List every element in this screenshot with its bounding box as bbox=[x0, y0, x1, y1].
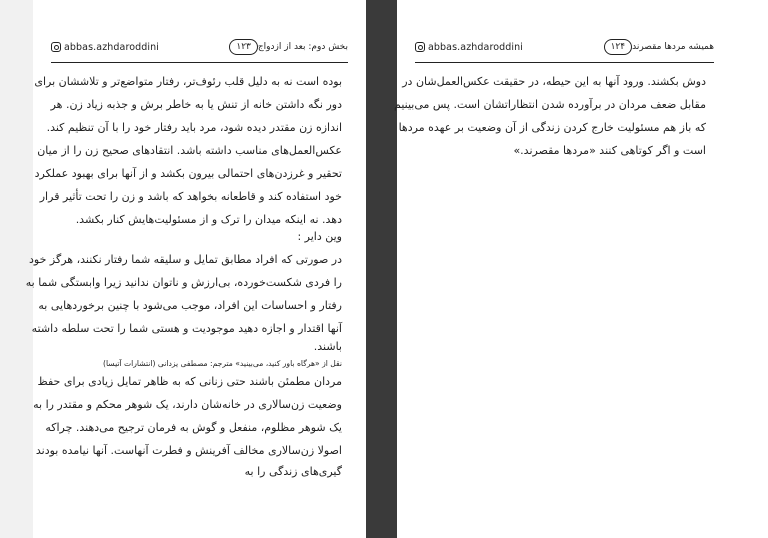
text-line: دوش بکشند. ورود آنها به این حیطه، در حقیقت عکس‌العمل‌شان در bbox=[402, 75, 706, 88]
text-line: اصولا زن‌سالاری مخالف آفرینش و فطرت آنهاست. آنها نیامده بودند bbox=[35, 444, 342, 457]
text-line: تحقیر و غرزدن‌های احتمالی بیرون بکشد و از آنها برای بهبود عملکرد bbox=[34, 167, 342, 180]
text-line: اندازه زن مقتدر دیده شود، مرد باید رفتار خود را با آن تنظیم کند. bbox=[46, 121, 342, 134]
quote-line: در صورتی که افراد مطابق تمایل و سلیقه شما رفتار نکنند، هرگز خود bbox=[29, 253, 342, 266]
instagram-icon bbox=[415, 42, 425, 52]
text-line: که باز هم مسئولیت خارج کردن زندگی از آن وضعیت بر عهده مردها bbox=[398, 121, 706, 134]
chapter-title: بخش دوم: بعد از ازدواج bbox=[257, 42, 348, 52]
header-right bbox=[217, 39, 348, 55]
quote-author: وین دایر : bbox=[297, 230, 342, 243]
text-line: دهد. نه اینکه میدان را ترک و از مسئولیت‌هایش کنار بکشد. bbox=[75, 213, 342, 226]
handle-text: abbas.azhdaroddini bbox=[64, 41, 160, 53]
quote-line: آنها اقتدار و اجازه دهید موجودیت و هستی شما را تحت سلطه داشته bbox=[31, 322, 342, 335]
text-line: مقابل ضعف مردان در برآورده شدن انتظاراتشان است. پس می‌بینیم bbox=[394, 98, 706, 111]
page-number: ۱۲۴ bbox=[604, 39, 633, 55]
text-line: گیری‌های زندگی را به bbox=[244, 465, 342, 478]
instagram-handle bbox=[51, 42, 159, 53]
right-page bbox=[394, 0, 768, 538]
text-line: یک شوهر مظلوم، منفعل و گوش به فرمان ترجیح می‌دهند. چراکه bbox=[45, 421, 342, 434]
quote-line: رفتار و احساسات این افراد، موجب می‌شود با چنین برخوردهایی به bbox=[38, 299, 342, 312]
quote-line: باشند. bbox=[313, 340, 342, 353]
page-header bbox=[415, 37, 714, 57]
chapter-title: همیشه مردها مقصرند bbox=[632, 42, 714, 52]
header-rule bbox=[415, 62, 714, 63]
page-number: ۱۲۳ bbox=[229, 39, 258, 55]
text-line: خود استفاده کند و قاطعانه بخواهد که باشد و زن را تحت تأثیر قرار bbox=[39, 190, 342, 203]
text-line: دور نگه داشتن خانه از تنش یا به خاطر برش و جذبه زیاد زن. هر bbox=[50, 98, 342, 111]
handle-text: abbas.azhdaroddini bbox=[428, 41, 524, 53]
text-line: عکس‌العمل‌های مناسب داشته باشد. انتقادهای صحیح زن را از میان bbox=[37, 144, 342, 157]
instagram-handle bbox=[415, 42, 523, 53]
text-line: مردان مطمئن باشند حتی زنانی که به ظاهر تمایل زیادی برای حفظ bbox=[37, 375, 342, 388]
page-gutter bbox=[366, 0, 397, 538]
quote-line: را فردی شکست‌خورده، بی‌ارزش و ناتوان ندانید زیرا وابستگی شما به bbox=[25, 276, 342, 289]
text-line: بوده است نه به دلیل قلب رئوف‌تر، رفتار متواضع‌تر و تلاششان برای bbox=[34, 75, 342, 88]
citation: نقل از «هرگاه باور کنید، می‌بینید» مترجم: مصطفی یزدانی (انتشارات آتیسا) bbox=[103, 359, 342, 368]
text-line: است و اگر کوتاهی کنند «مردها مقصرند.» bbox=[513, 144, 706, 157]
text-line: وضعیت زن‌سالاری در خانه‌شان دارند، یک شوهر محکم و مقتدر را به bbox=[33, 398, 342, 411]
left-page bbox=[25, 0, 366, 538]
instagram-icon bbox=[51, 42, 61, 52]
page-header bbox=[51, 37, 348, 57]
header-right bbox=[592, 39, 714, 55]
header-rule bbox=[51, 62, 348, 63]
